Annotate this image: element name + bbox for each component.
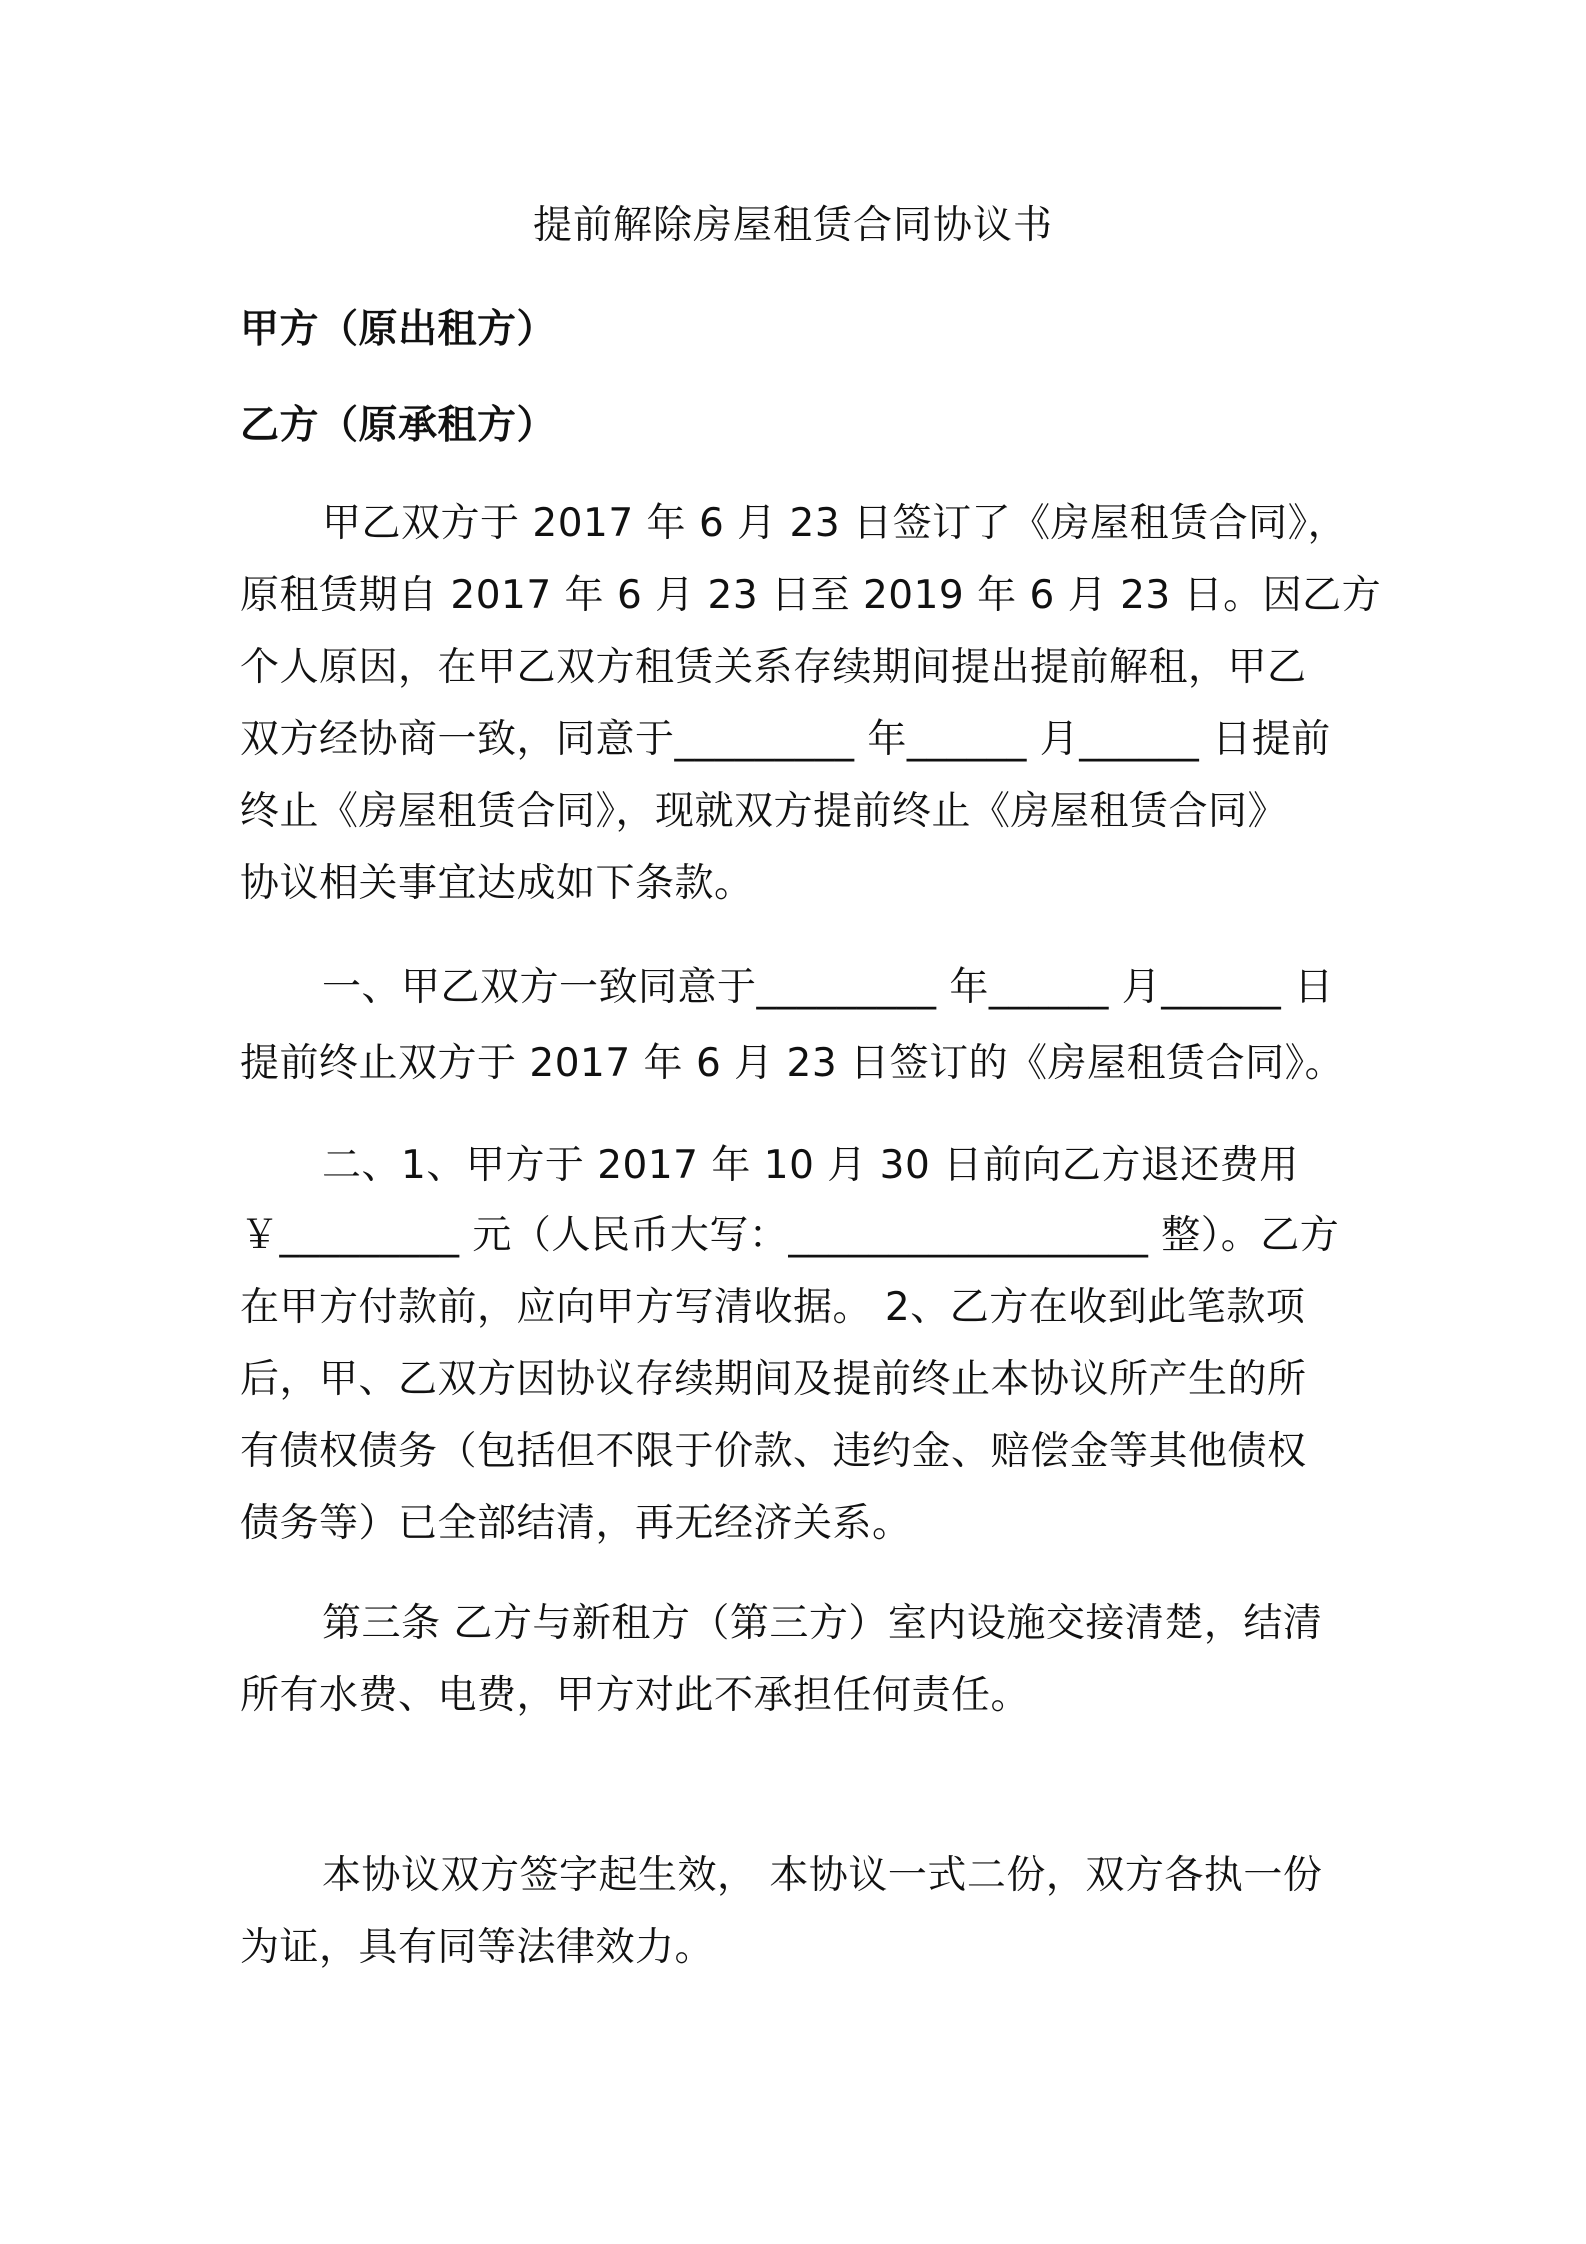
clause-2-line: 二、1、甲方于 2017 年 10 月 30 日前向乙方退还费用 (322, 1143, 1299, 1188)
intro-line: 双方经协商一致，同意于_________ 年______ 月______ 日提前 (240, 717, 1331, 762)
document-title: 提前解除房屋租赁合同协议书 (532, 203, 1053, 248)
effect-line: 本协议双方签字起生效， 本协议一式二份，双方各执一份 (322, 1853, 1323, 1898)
clause-1-line: 一、甲乙双方一致同意于_________ 年______ 月______ 日 (322, 965, 1334, 1010)
intro-line: 个人原因，在甲乙双方租赁关系存续期间提出提前解租，甲乙 (240, 645, 1307, 690)
intro-line: 甲乙双方于 2017 年 6 月 23 日签订了《房屋租赁合同》， (322, 501, 1348, 546)
clause-2-line: 债务等）已全部结清，再无经济关系。 (240, 1501, 912, 1546)
party-a-label: 甲方（原出租方） (240, 307, 557, 352)
clause-2-line: 后，甲、乙双方因协议存续期间及提前终止本协议所产生的所 (240, 1357, 1307, 1402)
clause-3-line: 第三条 乙方与新租方（第三方）室内设施交接清楚，结清 (322, 1601, 1323, 1646)
effect-line: 为证，具有同等法律效力。 (240, 1925, 715, 1970)
clause-2-line: 在甲方付款前，应向甲方写清收据。 2、乙方在收到此笔款项 (240, 1285, 1306, 1330)
intro-line: 协议相关事宜达成如下条款。 (240, 861, 754, 906)
intro-line: 终止《房屋租赁合同》，现就双方提前终止《房屋租赁合同》 (240, 789, 1288, 834)
clause-2-line: ￥_________ 元（人民币大写：__________________ 整）。乙方 (240, 1213, 1340, 1258)
clause-3-line: 所有水费、电费，甲方对此不承担任何责任。 (240, 1673, 1031, 1718)
clause-1-line: 提前终止双方于 2017 年 6 月 23 日签订的《房屋租赁合同》。 (240, 1041, 1345, 1086)
clause-2-line: 有债权债务（包括但不限于价款、违约金、赔偿金等其他债权 (240, 1429, 1307, 1474)
intro-line: 原租赁期自 2017 年 6 月 23 日至 2019 年 6 月 23 日。因乙方 (240, 573, 1382, 618)
party-b-label: 乙方（原承租方） (240, 403, 557, 448)
